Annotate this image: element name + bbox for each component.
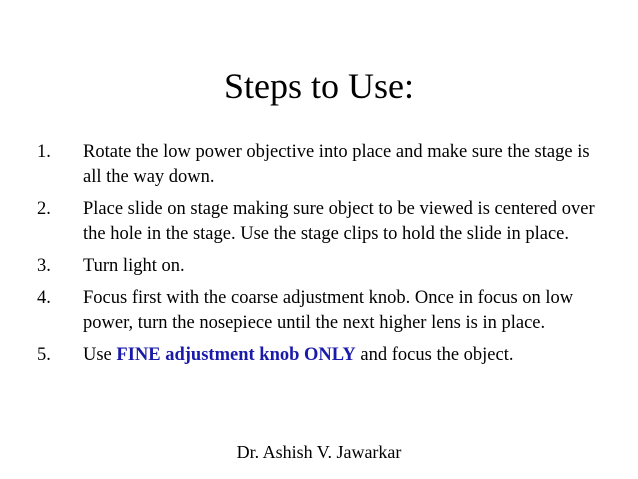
step-highlight: FINE adjustment knob ONLY <box>116 345 356 365</box>
step-text: Rotate the low power objective into place and make sure the stage is all the way down. <box>83 142 590 187</box>
steps-list <box>37 140 607 375</box>
step-number: 2. <box>37 199 51 219</box>
step-number: 4. <box>37 288 51 308</box>
step-item-1 <box>37 140 607 190</box>
step-item-2 <box>37 197 607 247</box>
step-text-after: and focus the object. <box>360 345 514 365</box>
step-item-5 <box>37 343 607 368</box>
step-item-4 <box>37 286 607 336</box>
step-text: Turn light on. <box>83 256 185 276</box>
step-text: Place slide on stage making sure object to be viewed is centered over the hole in the stage. Use the stage clips to hold the slide in place. <box>83 199 595 244</box>
author-credit: Dr. Ashish V. Jawarkar <box>236 442 402 462</box>
step-item-3 <box>37 254 607 279</box>
step-number: 3. <box>37 256 51 276</box>
step-text: Focus first with the coarse adjustment knob. Once in focus on low power, turn the nosepiece until the next higher lens is in place. <box>83 288 574 333</box>
step-number: 1. <box>37 142 51 162</box>
slide-title: Steps to Use: <box>223 66 414 106</box>
step-text-before: Use <box>83 345 112 365</box>
step-number: 5. <box>37 345 51 365</box>
